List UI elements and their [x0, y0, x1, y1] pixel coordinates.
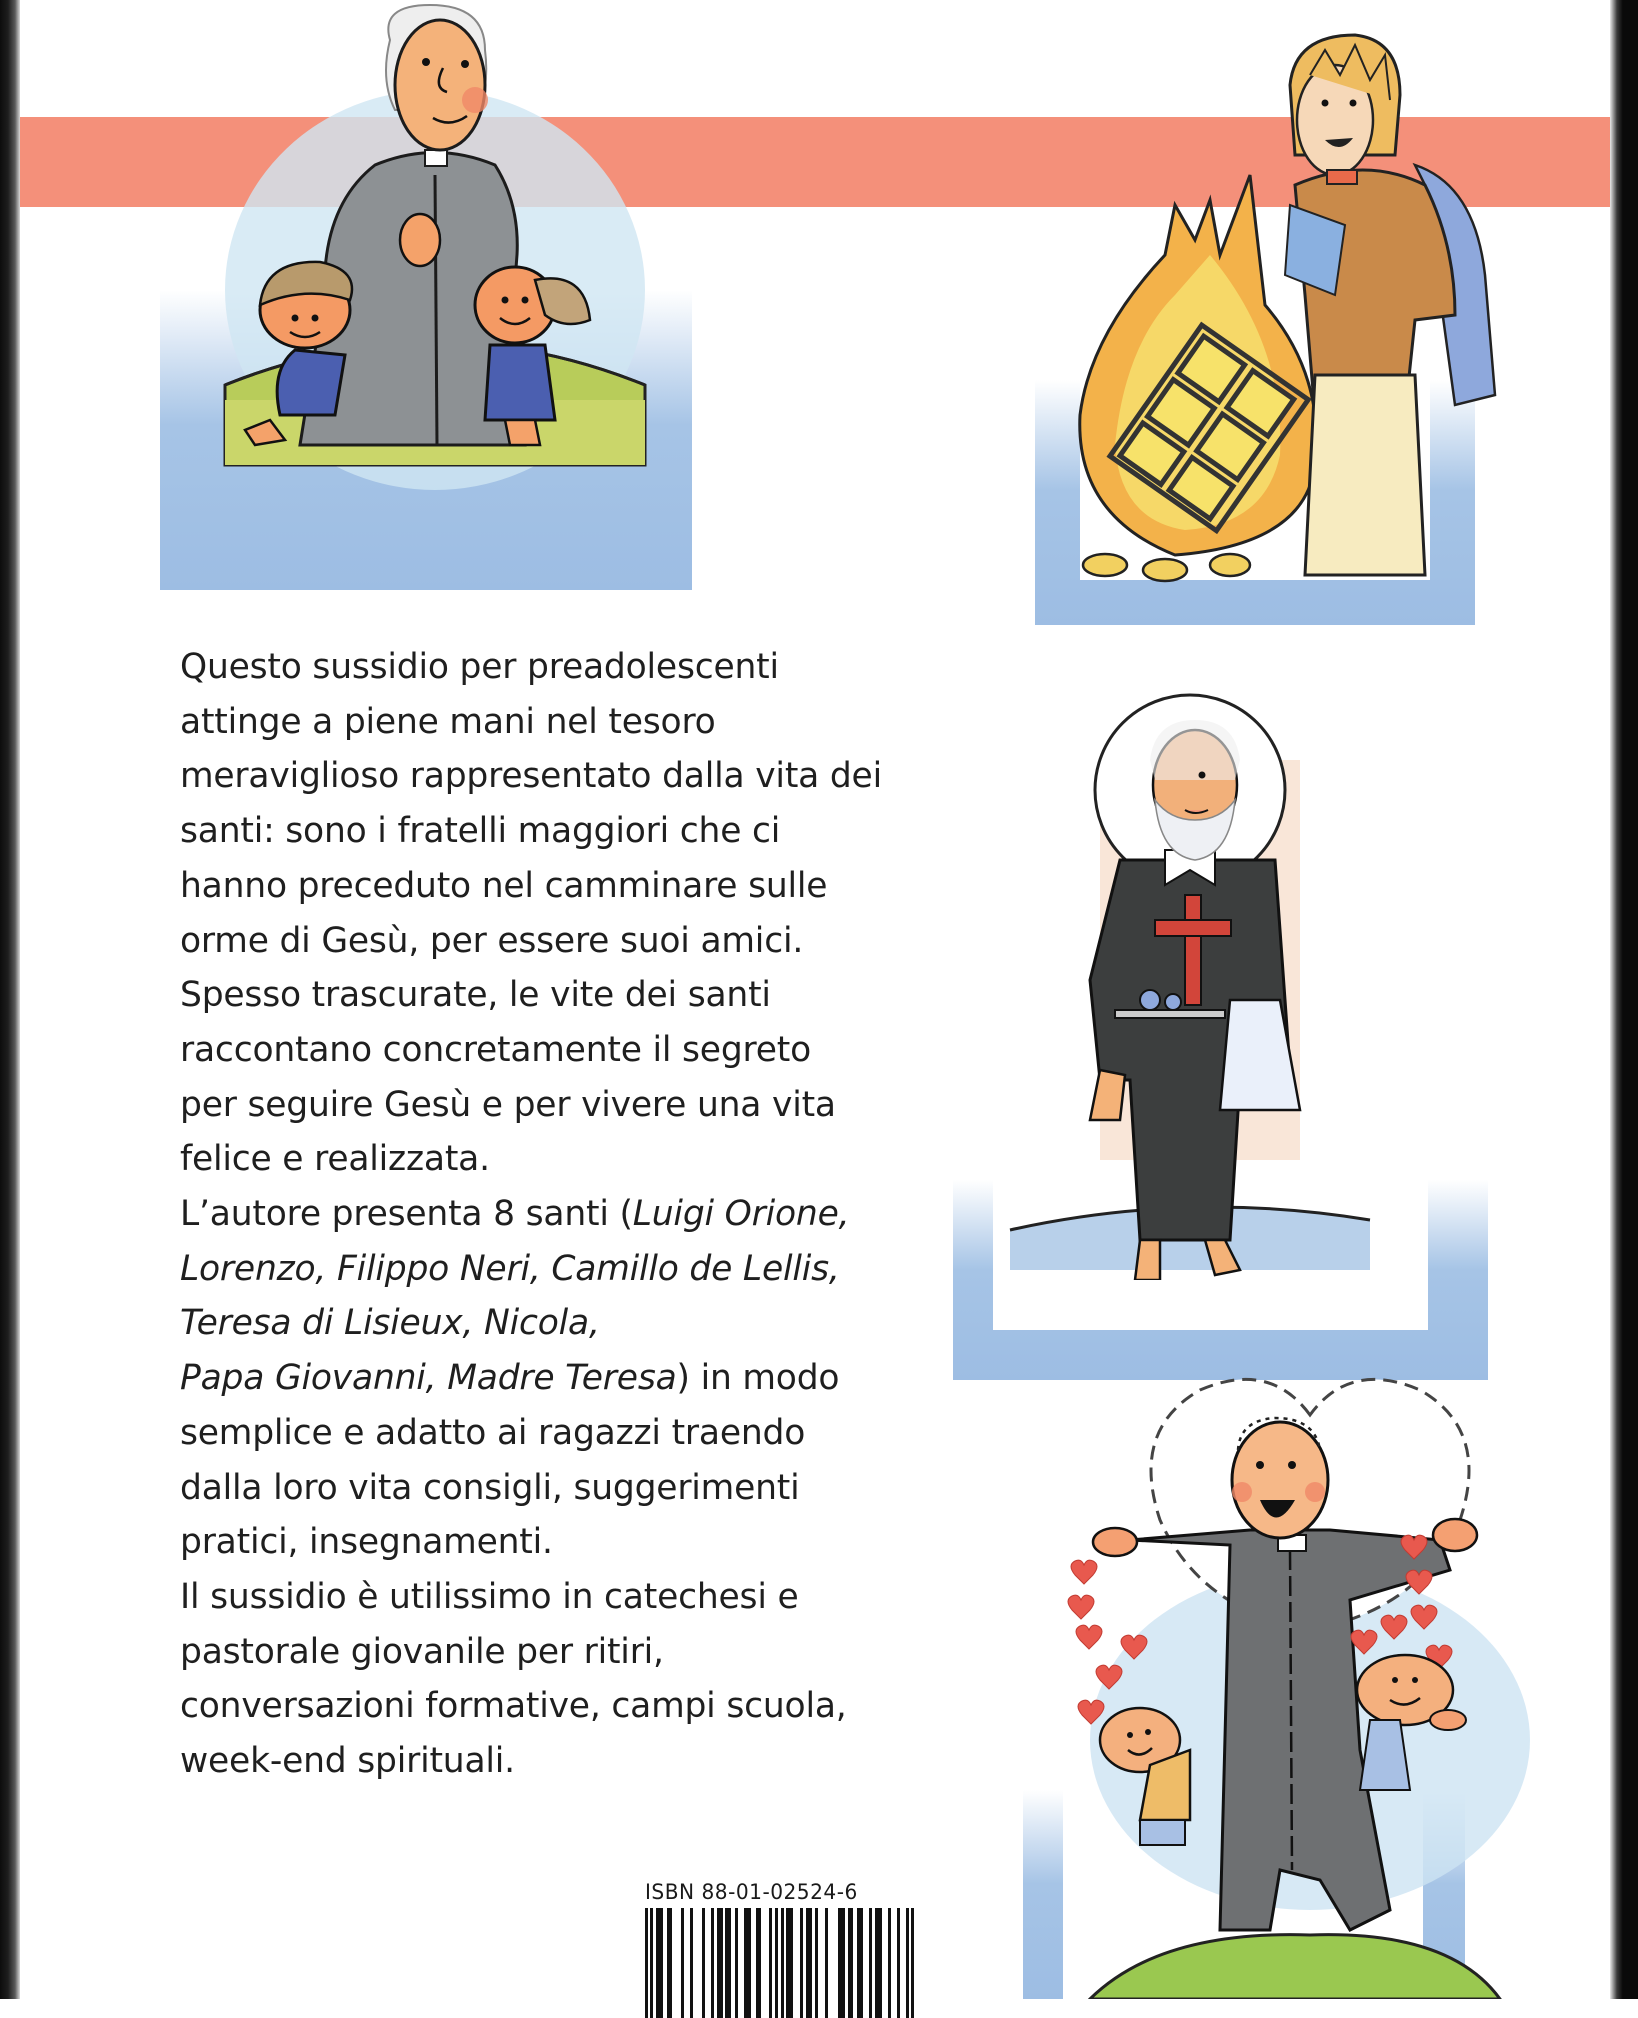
blurb-line: [180, 1679, 940, 1734]
blurb-text: santi: sono i fratelli maggiori che ci: [180, 811, 781, 852]
saint-names-italic: Papa Giovanni, Madre Teresa: [180, 1358, 677, 1399]
isbn-block: [645, 1880, 920, 2018]
blurb-line: [180, 695, 940, 750]
blurb-line: [180, 859, 940, 914]
blurb-line: [180, 914, 940, 969]
blurb-line: [180, 1351, 940, 1406]
blurb-line: [180, 1023, 940, 1078]
illustration-priest-hearts: [1030, 1370, 1590, 1999]
blurb-line: [180, 1242, 940, 1297]
illustration-saint-halo-cross: [990, 680, 1450, 1280]
blurb-text: ) in modo: [676, 1358, 840, 1399]
blurb-line: [180, 1625, 940, 1680]
blurb-line: [180, 1406, 940, 1461]
blurb-text: week-end spirituali.: [180, 1741, 515, 1782]
blurb-text: conversazioni formative, campi scuola,: [180, 1686, 847, 1727]
blurb-text: Spesso trascurate, le vite dei santi: [180, 975, 771, 1016]
blurb-line: [180, 640, 940, 695]
book-spine-edge-left: [0, 0, 20, 1999]
back-cover-blurb: [180, 640, 940, 1789]
blurb-text: meraviglioso rappresentato dalla vita dei: [180, 756, 882, 797]
blurb-line: [180, 1570, 940, 1625]
blurb-line: [180, 1187, 940, 1242]
blurb-text: Questo sussidio per preadolescenti: [180, 647, 779, 687]
blurb-text: raccontano concretamente il segreto: [180, 1029, 812, 1070]
blurb-text: hanno preceduto nel camminare sulle: [180, 865, 828, 906]
blurb-text: L’autore presenta 8 santi (: [180, 1194, 633, 1235]
barcode-icon: [645, 1908, 915, 2018]
blurb-text: dalla loro vita consigli, suggerimenti: [180, 1467, 800, 1508]
blurb-line: [180, 1078, 940, 1133]
blurb-text: semplice e adatto ai ragazzi traendo: [180, 1412, 806, 1453]
saint-names-italic: Lorenzo, Filippo Neri, Camillo de Lellis,: [180, 1248, 840, 1289]
blurb-line: [180, 1296, 940, 1351]
book-edge-right: [1610, 0, 1638, 1999]
blurb-text: orme di Gesù, per essere suoi amici.: [180, 920, 804, 961]
blurb-line: [180, 1132, 940, 1187]
saint-names-italic: Luigi Orione,: [632, 1194, 850, 1235]
blurb-text: pastorale giovanile per ritiri,: [180, 1631, 664, 1672]
blurb-line: [180, 804, 940, 859]
saint-names-italic: Teresa di Lisieux, Nicola,: [180, 1303, 600, 1344]
blurb-text: felice e realizzata.: [180, 1139, 490, 1180]
blurb-text: Il sussidio è utilissimo in catechesi e: [180, 1576, 799, 1617]
isbn-label: ISBN 88-01-02524-6: [645, 1880, 858, 1904]
blurb-line: [180, 749, 940, 804]
blurb-line: [180, 1734, 940, 1789]
blurb-text: per seguire Gesù e per vivere una vita: [180, 1084, 836, 1125]
blurb-line: [180, 1461, 940, 1516]
blurb-text: pratici, insegnamenti.: [180, 1522, 553, 1563]
illustration-lorenzo-gridiron: [1035, 15, 1535, 595]
blurb-line: [180, 1515, 940, 1570]
blurb-line: [180, 968, 940, 1023]
blurb-text: attinge a piene mani nel tesoro: [180, 701, 716, 742]
illustration-priest-with-children: [185, 0, 685, 560]
